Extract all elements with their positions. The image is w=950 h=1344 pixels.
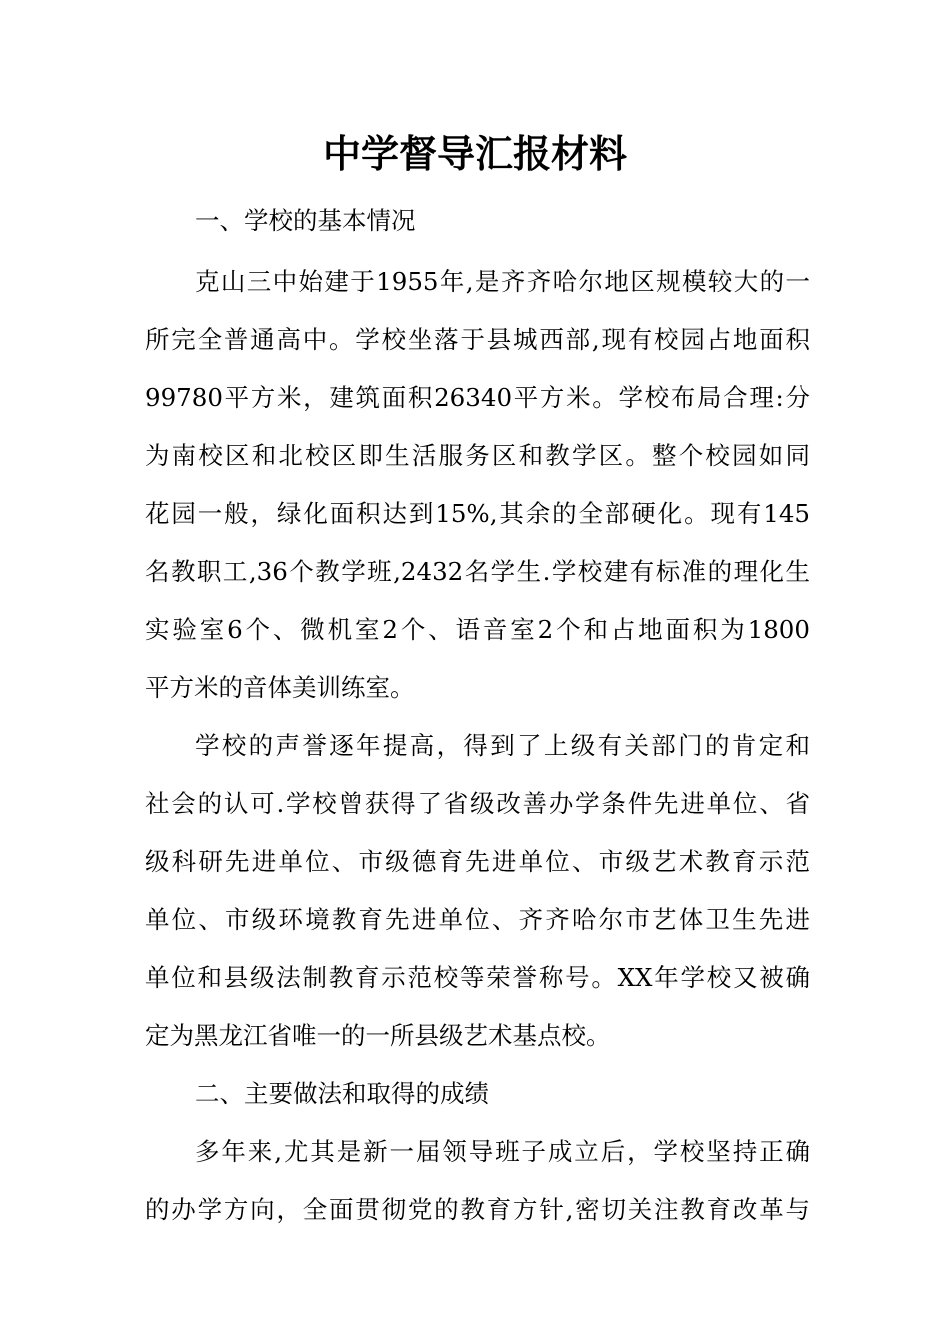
document-title: 中学督导汇报材料 [322,131,627,176]
paragraph-line: 学校的声誉逐年提高，得到了上级有关部门的肯定和 [195,731,810,760]
paragraph-line: 单位、市级环境教育先进单位、齐齐哈尔市艺体卫生先进 [145,905,810,934]
paragraph-line: 花园一般，绿化面积达到15%,其余的全部硬化。现有145 [145,499,810,528]
paragraph-line: 级科研先进单位、市级德育先进单位、市级艺术教育示范 [145,847,810,876]
paragraph-line: 为南校区和北校区即生活服务区和教学区。整个校园如同 [145,441,810,470]
paragraph-line: 社会的认可.学校曾获得了省级改善办学条件先进单位、省 [145,789,810,818]
paragraph-line: 99780平方米，建筑面积26340平方米。学校布局合理:分 [145,383,810,412]
section-heading-practices: 二、主要做法和取得的成绩 [195,1079,489,1108]
paragraph-line: 平方米的音体美训练室。 [145,673,415,702]
paragraph-line: 克山三中始建于1955年,是齐齐哈尔地区规模较大的一 [195,267,810,296]
section-heading-basic-info: 一、学校的基本情况 [195,206,416,235]
paragraph-line: 所完全普通高中。学校坐落于县城西部,现有校园占地面积 [145,325,810,354]
paragraph-line: 单位和县级法制教育示范校等荣誉称号。XX年学校又被确 [145,963,810,992]
paragraph-line: 多年来,尤其是新一届领导班子成立后，学校坚持正确 [195,1137,810,1166]
paragraph-line: 的办学方向，全面贯彻党的教育方针,密切关注教育改革与 [145,1195,810,1224]
paragraph-line: 定为黑龙江省唯一的一所县级艺术基点校。 [145,1021,611,1050]
paragraph-line: 名教职工,36个教学班,2432名学生.学校建有标准的理化生 [145,557,810,586]
paragraph-line: 实验室6个、微机室2个、语音室2个和占地面积为1800 [145,615,810,644]
